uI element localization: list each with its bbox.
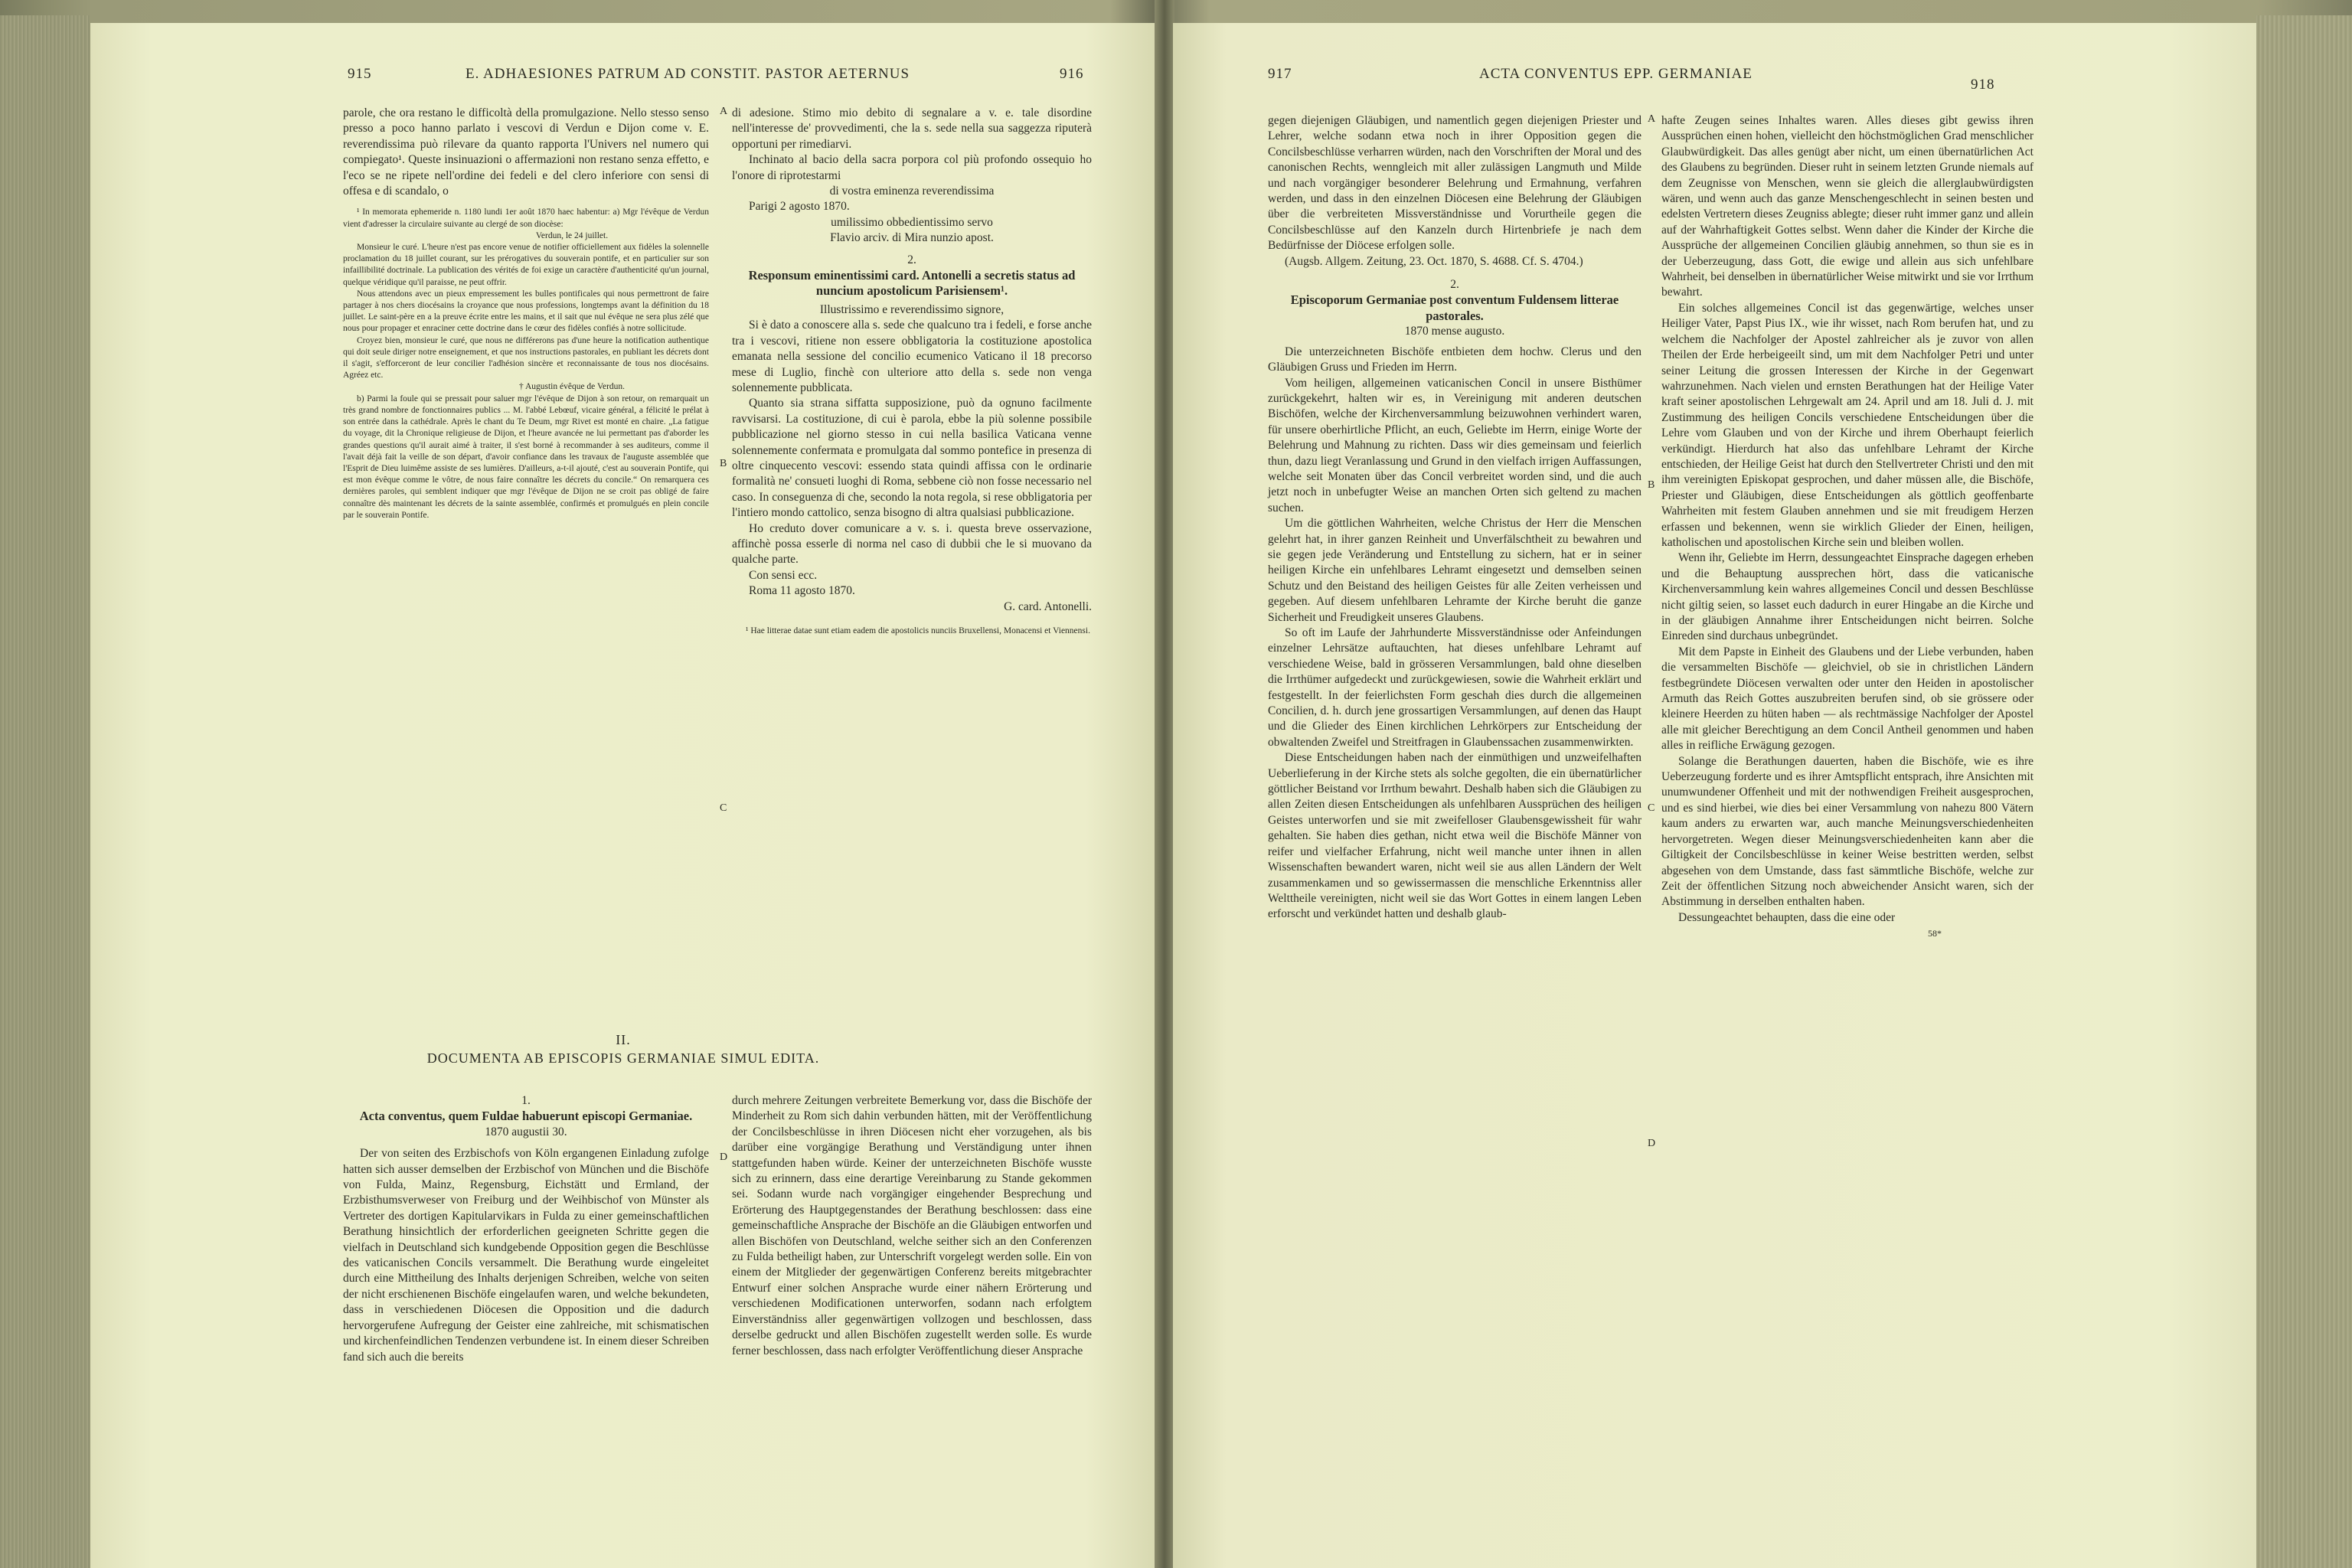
paragraph: gegen diejenigen Gläubigen, und namentlich gegen diejenigen Priester und Lehrer, welche sodann etwa noch in ihrer Opposition gegen die Concilsbeschlüsse verharren würden, nach den Vorschriften der Moral und des canonischen Rechts, wenngleich mit aller zulässigen Langmuth und Milde und nach vorgängiger besonderer Belehrung und Ermahnung, verfahren werden, und dass in den einzelnen Diöcesen eine Belehrung der Gläubigen über die verbreiteten Missverständnisse und Vorurtheile gegen die Concilsbeschlüsse auf den Kanzeln durch Hirtenbriefe je nach dem Bedürfnisse der Diöcese erfolgen solle. [1268, 114, 1642, 253]
footnote: Croyez bien, monsieur le curé, que nous ne différerons pas d'une heure la notification authentique qui doit seule diriger notre enseignement, et que nos instructions pastorales, en publiant les décrets dont il s'agit, s'efforceront de leur concilier l'adhésion sincère et reconnaissante de tous nos diocésains. Agréez etc. [343, 335, 709, 381]
paragraph: Dessungeachtet behaupten, dass die eine oder [1678, 910, 1896, 924]
paragraph: Um die göttlichen Wahrheiten, welche Christus der Herr die Menschen gelehrt hat, in ihrer ganzen Reinheit und Unverfälschtheit zu bewahren und sie gegen jede Veränderung und Entstellung zu sichern, hat er in seiner heiligen Kirche ein unfehlbares Lehramt eingesetzt und demselben seinen Schutz und den Beistand des heiligen Geistes für alle Zeiten verheissen und gegeben. Auf diesem unfehlbaren Lehramte der Kirche beruht die ganze Sicherheit und Freudigkeit unseres Glaubens. [1268, 517, 1642, 624]
running-header-left: E. ADHAESIONES PATRUM AD CONSTIT. PASTOR AETERNUS [466, 66, 910, 82]
page-number-915: 915 [348, 66, 372, 82]
left-col2-bottom [732, 1093, 1092, 1359]
left-page-edges [0, 15, 90, 1568]
margin-letter: D [720, 1152, 728, 1163]
document-number: 1. [521, 1094, 531, 1107]
document-date: 1870 augustii 30. [485, 1125, 567, 1138]
paragraph: Vom heiligen, allgemeinen vaticanischen Concil in unsere Bisthümer zurückgekehrt, halten wir es, in Vereinigung mit anderen deutschen Bischöfen, welche der Kirchenversammlung beizuwohnen verhindert waren, für unsere oberhirtliche Pflicht, an euch, Geliebte im Herrn, einige Worte der Belehrung und Mahnung zu richten. Dass wir dies gemeinsam und feierlich thun, dazu liegt Veranlassung und Grund in den vielfach irrigen Auffassungen, welche seit Monaten über das Concil verbreitet worden sind, und die auch jetzt noch in unbefugter Weise an manchen Orten sich geltend zu machen suchen. [1268, 376, 1642, 514]
paragraph: So oft im Laufe der Jahrhunderte Missverständnisse oder Anfeindungen einzelner Lehrsätze auftauchten, hat dieses unfehlbare Lehramt auf verschiedene Weise, bald in grösseren Versammlungen, bald ohne dieselben die Irrthümer aufgedeckt und zurückgewiesen, sowie die Wahrheit erklärt und festgestellt. In der feierlichsten Form geschah dies durch die allgemeinen Concilien, d. h. durch jene grossartigen Versammlungen, auf denen das Haupt und die Glieder des Einen kirchlichen Lehrkörpers zur Entscheidung der obwaltenden Zweifel und Streitfragen in Glaubenssachen zusammenwirkten. [1268, 626, 1642, 749]
document-title: Responsum eminentissimi card. Antonelli a secretis status ad nuncium apostolicum Parisiensem¹. [748, 268, 1076, 299]
citation: (Augsb. Allgem. Zeitung, 23. Oct. 1870, S. 4688. Cf. S. 4704.) [1285, 254, 1583, 268]
margin-letter: A [1648, 113, 1656, 125]
running-header-right: ACTA CONVENTUS EPP. GERMANIAE [1479, 66, 1753, 82]
left-col1-bottom [343, 1093, 709, 1365]
signature-mark: 58* [1928, 928, 1942, 939]
footnote-place: Verdun, le 24 juillet. [535, 230, 609, 240]
footnote-signature: † Augustin évêque de Verdun. [518, 382, 626, 392]
document-number: 2. [907, 253, 916, 266]
paragraph: Diese Entscheidungen haben nach der einmüthigen und unzweifelhaften Ueberlieferung in der Kirche stets als solche gegolten, die ein übernatürlicher göttlicher Beistand vor Irrthum bewahrt. Deshalb haben sich die Gläubigen zu allen Zeiten diesen Entscheidungen als unfehlbaren Aussprüchen des heiligen Geistes unterworfen und sie mit zweifelloser Glaubensgewissheit für wahr gehalten. Sie haben dies gethan, nicht etwa weil die Bischöfe Männer von reifer und vielfacher Erfahrung, nicht weil manche unter ihnen in allen Wissenschaften bewandert waren, nicht weil sie aus allen Ländern der Welt zusammenkamen und so gewissermassen die menschliche Erkenntniss aller Welttheile vereinigten, nicht weil sie das Wort Gottes in einem langen Leben erforscht und verkündet hatten und deshalb glaub- [1268, 751, 1642, 921]
document-title: Episcoporum Germaniae post conventum Fuldensem litterae pastorales. [1290, 292, 1619, 323]
paragraph: Inchinato al bacio della sacra porpora col più profondo ossequio ho l'onore di riprotestarmi [732, 153, 1092, 182]
salutation: Illustrissimo e reverendissimo signore, [819, 302, 1004, 316]
book-gutter [1155, 0, 1174, 1568]
paragraph: Solange die Berathungen dauerten, haben die Bischöfe, wie es ihre Ueberzeugung forderte und es ihrer Amtspflicht entsprach, ihre Ansichten mit unumwundener Offenheit und mit der nothwendigen Freiheit ausgesprochen, und es sind hierbei, wie dies bei einer Versammlung von nahezu 800 Vätern kaum anders zu erwarten war, auch manche Meinungsverschiedenheiten hervorgetreten. Wegen dieser Meinungsverschiedenheiten kann aber die Giltigkeit der Concilsbeschlüsse in keiner Weise bestritten werden, selbst abgesehen von dem Umstande, dass fast sämmtliche Bischöfe, welche zur Zeit der öffentlichen Sitzung noch abweichender Ansicht waren, sich der Abstimmung in derselben enthalten haben. [1661, 754, 2034, 909]
margin-letter: D [1648, 1138, 1656, 1149]
footnote: ¹ In memorata ephemeride n. 1180 lundi 1er août 1870 haec habentur: a) Mgr l'évêque de Verdun vient d'adresser la circulaire suivante au clergé de son diocèse: [343, 207, 709, 229]
paragraph: durch mehrere Zeitungen verbreitete Bemerkung vor, dass die Bischöfe der Minderheit zu Rom sich dahin verbunden hätten, mit der Veröffentlichung der Concilsbeschlüsse in ihren Diöcesen nicht eher vorzugehen, als bis darüber eine vorgängige Berathung und Verständigung unter ihnen stattgefunden haben würde. Keiner der unterzeichneten Bischöfe wusste sich zu erinnern, dass eine derartige Vereinbarung zu Stande gekommen sei. Sodann wurde nach vorgängiger eingehender Besprechung und Erörterung des Hauptgegenstandes der Berathung beschlossen: dass eine gemeinschaftliche Ansprache der Bischöfe an die Gläubigen entworfen und allen Bischöfen von Deutschland, welche seither sich an den Conferenzen zu Fulda betheiligt haben, zur Unterschrift vorgelegt werden solle. Ein von einem der Mitglieder der gegenwärtigen Conferenz bereits mitgebrachter Entwurf einer solchen Ansprache wurde einer nähern Erörterung und verschiedenen Modificationen unterworfen, sodann nach erfolgtem Einverständniss aller gegenwärtigen vollzogen und beschlossen, dass derselbe gedruckt und allen Bischöfen zugestellt werden solle. Es wurde ferner beschlossen, dass nach erfolgter Veröffentlichung dieser Ansprache [732, 1094, 1092, 1357]
footnote-block [343, 207, 709, 521]
footnote: Nous attendons avec un pieux empressement les bulles pontificales qui nous permettront de faire partager à nos chers diocésains la croyance que nous professions, longtemps avant la définition du 18 juillet. Le saint-père en a la preuve écrite entre les mains, et il sait que nul évêque ne sera plus zélé que nous pour propager et enraciner cette doctrine dans le cœur des fidèles confiés à notre sollicitude. [343, 289, 709, 334]
right-page [1173, 23, 2256, 1568]
closing: umilissimo obbedientissimo servo [831, 215, 993, 229]
page-number-918: 918 [1971, 77, 1995, 93]
paragraph: Quanto sia strana siffatta supposizione, può da ognuno facilmente ravvisarsi. La costituzione, di cui è parola, ebbe la più solenne possibile pubblicazione nel giorno stesso in cui nella basilica Vaticana venne solennemente confermata e promulgata dal sommo pontefice in presenza di oltre cinquecento vescovi: essendo stata quindi affissa con le ordinarie formalità ne' consueti luoghi di Roma, sebbene ciò non fosse necessario nel caso. In conseguenza di che, secondo la nota regola, si rese obbligatoria per l'intiero mondo cattolico, senza bisogno di altra qualsiasi pubblicazione. [732, 397, 1092, 520]
document-number: 2. [1450, 278, 1459, 292]
signature: Flavio arciv. di Mira nunzio apost. [830, 231, 994, 245]
footnote: ¹ Hae litterae datae sunt etiam eadem die apostolicis nunciis Bruxellensi, Monacensi et Viennensi. [746, 626, 1090, 635]
margin-letter: B [720, 458, 727, 469]
paragraph: di adesione. Stimo mio debito di segnalare a v. e. tale disordine nell'interesse de' provvedimenti, che la s. sede nella sua saggezza riputerà opportuni per rimediarvi. [732, 106, 1092, 151]
signature: G. card. Antonelli. [1004, 599, 1092, 613]
left-col1-top [343, 106, 709, 521]
margin-letter: C [720, 802, 727, 814]
right-page-edges [2256, 15, 2352, 1568]
date: Roma 11 agosto 1870. [749, 584, 855, 598]
margin-letter: A [720, 106, 728, 117]
document-title: Acta conventus, quem Fuldae habuerunt episcopi Germaniae. [359, 1109, 693, 1124]
document-date: 1870 mense augusto. [1404, 325, 1505, 338]
paragraph: Mit dem Papste in Einheit des Glaubens und der Liebe verbunden, haben die versammelten Bischöfe — gleichviel, ob sie in christlichen Ländern festbegründete Diöcesen verwalten oder unter den Heiden in apostolischer Armuth das Reich Gottes auszubreiten berufen sind, ob sie grössere oder kleinere Heerden zu hüten haben — als rechtmässige Nachfolger der Apostel alle mit gleicher Berechtigung an dem Concil Antheil genommen und haben alles in reifliche Erwägung gezogen. [1661, 645, 2034, 753]
paragraph: Con sensi ecc. [749, 568, 818, 582]
section-title: DOCUMENTA AB EPISCOPIS GERMANIAE SIMUL EDITA. [426, 1050, 820, 1066]
right-col1 [1268, 113, 1642, 923]
left-page [90, 23, 1156, 1568]
left-col2-top [732, 106, 1092, 637]
footnote-block [732, 626, 1092, 637]
place-date: Parigi 2 agosto 1870. [749, 200, 850, 214]
paragraph: Wenn ihr, Geliebte im Herrn, dessungeachtet Einsprache dagegen erheben und die Behauptung aussprechen hört, dass die vaticanische Kirchenversammlung kein wahres allgemeines Concil und dessen Beschlüsse nicht giltig seien, so lasset euch dadurch in eurer Hingabe an die Kirche und in der gläubigen Annahme ihrer Entscheidungen nicht beirren. Solche Einreden sind durchaus unbegründet. [1661, 551, 2034, 643]
paragraph: Der von seiten des Erzbischofs von Köln ergangenen Einladung zufolge hatten sich ausser demselben der Erzbischof von München und die Bischöfe von Fulda, Mainz, Regensburg, Eichstätt und Ermland, der Erzbisthumsverweser von Freiburg und der Weihbischof von Münster als Vertreter des dortigen Kapitularvikars in Fulda zu einer gemeinschaftlichen Berathung hinsichtlich der erforderlichen geeigneten Schritte gegen die vielfach in Deutschland sich kundgebende Opposition gegen die Beschlüsse des vaticanischen Concils versammelt. Die Berathung wurde eingeleitet durch eine Mittheilung des Inhalts derjenigen Schreiben, welche von seiten der nicht erschienenen Bischöfe eingelaufen waren, und welche bekundeten, dass in verschiedenen Diöcesen die Opposition und die dadurch hervorgerufene Aufregung der Geister eine zahlreiche, mit schismatischen und kirchenfeindlichen Tendenzen verbundene ist. In einem dieser Schreiben fand sich auch die bereits [343, 1147, 709, 1364]
page-number-916: 916 [1060, 66, 1084, 82]
paragraph: Die unterzeichneten Bischöfe entbieten dem hochw. Clerus und den Gläubigen Gruss und Frieden im Herrn. [1268, 345, 1642, 374]
closing: di vostra eminenza reverendissima [829, 185, 995, 198]
margin-letter: C [1648, 802, 1655, 814]
footnote: b) Parmi la foule qui se pressait pour saluer mgr l'évêque de Dijon à son retour, on remarquait un très grand nombre de fonctionnaires publics ... M. l'abbé Lebœuf, vicaire général, a félicité le prélat à son entrée dans la cathédrale. Après le chant du Te Deum, mgr Rivet est monté en chaire. „La fatigue du voyage, dit la Chronique religieuse de Dijon, et l'heure avancée ne lui permettant pas d'aborder les grandes questions qu'il aurait aimé à traiter, il s'est borné à recommander à ses auditeurs, comme il l'avait déjà fait la veille de son départ, d'avoir confiance dans les travaux de l'auguste assemblée que l'Esprit de Dieu luimême assiste de ses lumières. D'ailleurs, a-t-il ajouté, c'est au souverain Pontife, qui est mon évêque comme le vôtre, de nous faire connaître les décrets du concile.“ On remarquera ces dernières paroles, qui semblent indiquer que mgr l'évêque de Dijon ne se croit pas obligé de faire connaître dès maintenant les décrets de la sainte assemblée, confirmés et promulgués en plein concile par le souverain Pontife. [343, 394, 709, 520]
paragraph: Ein solches allgemeines Concil ist das gegenwärtige, welches unser Heiliger Vater, Papst Pius IX., wie ihr wisset, nach Rom berufen hat, und zu welchem die Nachfolger der Apostel zahlreicher als je zuvor von allen Theilen der Erde herbeigeeilt sind, um mit dem Nachfolger Petri und unter seiner Leitung die grossen Interessen der Kirche in der Gegenwart wahrzunehmen. Nach vielen und ernsten Berathungen hat der Heilige Vater kraft seiner apostolischen Lehrgewalt am 24. April und am 18. Juli d. J. mit Zustimmung des heiligen Concils verschiedene Entscheidungen über die Lehre vom Glauben und von der Kirche und ihrem Oberhaupt feierlich verkündigt. Hierdurch hat also das unfehlbare Lehramt der Kirche entschieden, der Heilige Geist hat durch den Stellvertreter Christi und den mit ihm vereinigten Episkopat gesprochen, und daher müssen alle, die Bischöfe, Priester und Gläubigen, diese Entscheidungen als göttlich geoffenbarte Wahrheiten mit festem Glauben annehmen und sie mit freudigem Herzen erfassen und bekennen, wenn sie wirklich Glieder der Einen, heiligen, katholischen und apostolischen Kirche sein und bleiben wollen. [1661, 301, 2034, 549]
right-col2 [1661, 113, 2034, 942]
paragraph: hafte Zeugen seines Inhaltes waren. Alles dieses gibt gewiss ihren Aussprüchen einen hohen, vielleicht den höchstmöglichen Grad menschlicher Glaubwürdigkeit. Das alles genügt aber nicht, um einen übernatürlichen Act des Glaubens zu begründen. Dieser ruht in seinem letzten Grunde niemals auf dem Zeugnisse von Menschen, wenn sie gleich die allerglaubwürdigsten wären, und wenn auch das ganze Menschengeschlecht in seinen besten und edelsten Vertretern dieses Zeugniss ablegte; dieser ruht immer ganz und allein auf der Wahrhaftigkeit Gottes selbst. Wenn daher die Kinder der Kirche die Aussprüche der allgemeinen Concilien gläubig annehmen, so thun sie es in der Ueberzeugung, dass Gott, die ewige und allein aus sich unfehlbare Wahrheit, bei denselben in übernatürlicher Weise mitwirkt und sie vor Irrthum bewahrt. [1661, 114, 2034, 299]
paragraph: Ho creduto dover comunicare a v. s. i. questa breve osservazione, affinchè possa esserle di norma nel caso di dubbii che le si muovano da qualche parte. [732, 521, 1092, 567]
paragraph: Si è dato a conoscere alla s. sede che qualcuno tra i fedeli, e forse anche tra i vescovi, ritiene non essere obbligatoria la costituzione apostolica emanata nella sessione del concilio ecumenico Vaticano il 18 precorso mese di Luglio, finchè con ulteriore atto della s. sede non venga solennemente pubblicata. [732, 318, 1092, 394]
section-number: II. [616, 1032, 631, 1047]
margin-letter: B [1648, 479, 1655, 491]
page-number-917: 917 [1268, 66, 1292, 82]
paragraph: parole, che ora restano le difficoltà della promulgazione. Nello stesso senso presso a poco hanno parlato i vescovi di Verdun e Dijon come v. E. reverendissima può rilevare da quanto rapporta l'Univers nel numero qui compiegato¹. Queste insinuazioni o affermazioni non restano senza effetto, e l'eco se ne ripete nell'ordine dei fedeli e del clero inferiore con sensi di offesa e di scandalo, o [343, 106, 709, 198]
footnote: Monsieur le curé. L'heure n'est pas encore venue de notifier officiellement aux fidèles la solennelle proclamation du 18 juillet courant, sur les prérogatives du souverain pontife, et en particulier sur son infaillibilité doctrinale. La publication des vérités de foi exige un caractère d'authenticité qu'un journal, quelque véridique qu'il paraisse, ne peut offrir. [343, 243, 709, 287]
